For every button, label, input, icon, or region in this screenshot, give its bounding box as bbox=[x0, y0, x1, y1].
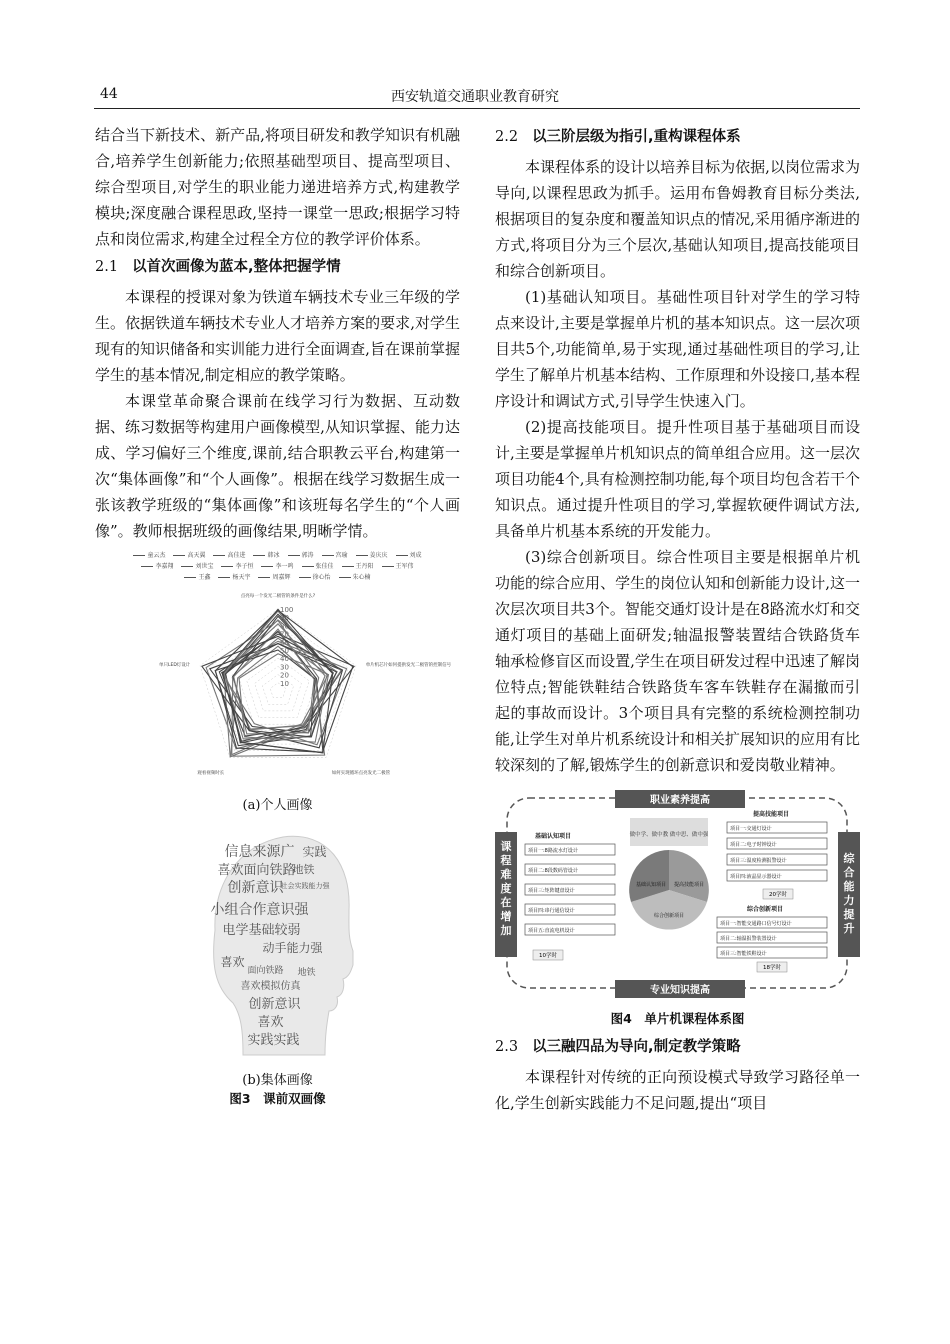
radar-tick-label: 80 bbox=[279, 622, 289, 631]
legend-entry: 周嘉辉 bbox=[258, 572, 290, 581]
legend-entry: 刘世宝 bbox=[181, 561, 213, 570]
cloud-word: 社会实践能力强 bbox=[280, 882, 330, 890]
basic-item-label: 项目一:8路流水灯设计 bbox=[528, 848, 578, 854]
right-side-text: 综合能力提升 bbox=[843, 852, 855, 935]
radar-tick-label: 10 bbox=[279, 679, 289, 688]
radar-tick-label: 20 bbox=[279, 671, 289, 680]
top-banner-text: 职业素养提高 bbox=[650, 795, 710, 806]
section-2-2-heading bbox=[495, 124, 860, 150]
legend-entry: 李嘉翔 bbox=[141, 561, 173, 570]
paragraph: (3)综合创新项目。综合性项目主要是根据单片机功能的综合应用、学生的岗位认知和创新能力设计,这一次层次项目共3个。智能交通灯设计是在8路流水灯和交通灯项目的基础上面研发;轴温报警装置结合铁路货车轴承检修盲区而设置,学生在项目研发过程中迅速了解岗位特点;智能铁鞋结合铁路货车客车铁鞋存在漏撤而引起的事故而设计。3个项目具有完整的系统检测控制功能,让学生对单片机系统设计和相关扩展知识的应用有比较深刻的了解,锻炼学生的创新意识和爱岗敬业精神。 bbox=[495, 548, 860, 774]
cloud-word: 信息来源广 bbox=[224, 844, 295, 860]
improve-hours: 20学时 bbox=[769, 892, 787, 898]
basic-item-label: 项目三:矩阵键盘设计 bbox=[528, 888, 575, 894]
radar-legend bbox=[128, 550, 428, 581]
paragraph: (2)提高技能项目。提升性项目基于基础项目而设计,主要是掌握单片机知识点的简单组合应用。这一层次项目功能4个,具有检测控制功能,每个项目均包含若干个知识点。通过提升性项目的学习,掌握软硬件调试方法,具备单片机基本系统的开发能力。 bbox=[495, 418, 860, 540]
legend-entry: 李子恒 bbox=[221, 561, 253, 570]
section-number: 2.1 bbox=[95, 259, 119, 275]
legend-entry: 朱心楠 bbox=[339, 572, 371, 581]
section-title: 以三阶层级为指引,重构课程体系 bbox=[532, 129, 741, 145]
pie-label-improve: 提高技能项目 bbox=[673, 882, 705, 888]
radar-tick-label: 50 bbox=[279, 647, 289, 655]
cloud-word: 电学基础较弱 bbox=[222, 923, 301, 938]
figure-4-caption: 图4 单片机课程体系图 bbox=[610, 1011, 745, 1026]
legend-entry: 高天翼 bbox=[173, 550, 205, 559]
left-column bbox=[95, 122, 460, 1108]
legend-entry: 王鑫 bbox=[184, 572, 210, 581]
cloud-word: 小组合作意识强 bbox=[210, 902, 309, 918]
basic-hours: 10学时 bbox=[539, 953, 557, 959]
figure-4 bbox=[495, 790, 860, 1028]
cloud-word: 喜欢模拟仿真 bbox=[240, 981, 301, 992]
radar-tick-label: 60 bbox=[279, 638, 289, 647]
legend-entry: 韩冰 bbox=[253, 550, 279, 559]
comp-item-label: 项目三:智能铁鞋设计 bbox=[720, 951, 767, 957]
section-number: 2.2 bbox=[495, 129, 519, 145]
legend-entry: 杨天宇 bbox=[218, 572, 250, 581]
paragraph: (1)基础认知项目。基础性项目针对学生的学习特点来设计,主要是掌握单片机的基本知识点。这一层次项目共5个,功能简单,易于实现,通过基础性项目的学习,让学生了解单片机基本结构、工作原理和外设接口,基本程序设计和调试方式,引导学生快速入门。 bbox=[495, 288, 860, 410]
radar-axis-label: 点亮每一个发光二极管的条件是什么? bbox=[240, 594, 315, 599]
figure-3 bbox=[95, 550, 460, 1108]
radar-axis-label: 如何实现循环点亮发光二极管 bbox=[331, 771, 390, 777]
legend-entry: 徐心怡 bbox=[299, 572, 331, 581]
basic-title: 基础认知项目 bbox=[535, 833, 572, 840]
header-rule bbox=[94, 108, 860, 109]
cloud-word: 喜欢 bbox=[220, 955, 245, 969]
paragraph: 本课程体系的设计以培养目标为依据,以岗位需求为导向,以课程思政为抓手。运用布鲁姆教育目标分类法,根据项目的复杂度和覆盖知识点的情况,采用循序渐进的方式,将项目分为三个层次,基础认知项目,提高技能项目和综合创新项目。 bbox=[495, 158, 860, 280]
comp-title: 综合创新项目 bbox=[747, 906, 784, 913]
left-side-text: 课程难度在增加 bbox=[500, 840, 512, 937]
cloud-word: 实践 bbox=[302, 845, 327, 859]
motto-text: 做中学、做中教 做中思、做中强 bbox=[629, 832, 709, 838]
cloud-word: 动手能力强 bbox=[262, 941, 323, 955]
legend-entry: 李一鸣 bbox=[261, 561, 293, 570]
comp-hours: 18学时 bbox=[763, 965, 781, 971]
paragraph: 本课程针对传统的正向预设模式导致学习路径单一化,学生创新实践能力不足问题,提出“项目 bbox=[495, 1068, 860, 1112]
improve-item-label: 项目四:液晶显示器设计 bbox=[730, 874, 782, 880]
bottom-banner-text: 专业知识提高 bbox=[650, 985, 710, 996]
legend-entry: 高佳进 bbox=[213, 550, 245, 559]
radar-axis-label: 单只LED灯设计 bbox=[158, 662, 190, 668]
cloud-word: 面向铁路 bbox=[247, 966, 284, 976]
radar-axis-label: 观看视频时长 bbox=[196, 771, 224, 777]
basic-item-label: 项目四:串行通信设计 bbox=[528, 908, 575, 914]
improve-item-label: 项目二:电子时钟设计 bbox=[730, 842, 777, 848]
legend-entry: 姜庆庆 bbox=[356, 550, 388, 559]
radar-axis-label: 单片机芯片如何提供发光二极管的控制信号 bbox=[365, 662, 451, 668]
cloud-word: 喜欢面向铁路 bbox=[217, 863, 296, 878]
legend-entry: 郭涛 bbox=[288, 550, 314, 559]
basic-item-label: 项目二:8段数码管设计 bbox=[528, 868, 578, 874]
cloud-word: 喜欢 bbox=[257, 1015, 284, 1030]
intro-paragraph: 结合当下新技术、新产品,将项目研发和教学知识有机融合,培养学生创新能力;依照基础型项目、提高型项目、综合型项目,对学生的职业能力递进培养方式,构建教学模块;深度融合课程思政,坚持一课堂一思政;根据学习特点和岗位需求,构建全过程全方位的教学评价体系。 bbox=[95, 126, 460, 248]
comp-item-label: 项目二:轴温报警装置设计 bbox=[720, 936, 777, 942]
cloud-word: 创新意识 bbox=[227, 880, 284, 896]
cloud-word: 地铁 bbox=[292, 863, 315, 876]
figure-3-caption: 图3 课前双画像 bbox=[229, 1091, 326, 1106]
section-title: 以三融四品为导向,制定教学策略 bbox=[532, 1039, 741, 1055]
cloud-word: 创新意识 bbox=[248, 997, 301, 1012]
cloud-word: 实践实践 bbox=[247, 1033, 300, 1048]
legend-entry: 刘成 bbox=[396, 550, 422, 559]
legend-entry: 王丹阳 bbox=[342, 561, 374, 570]
section-2-1-heading bbox=[95, 254, 460, 280]
comp-item-label: 项目一:智能交通路口信号灯设计 bbox=[720, 921, 792, 927]
radar-tick-label: 30 bbox=[279, 663, 289, 672]
cloud-word: 地铁 bbox=[297, 968, 316, 978]
course-system-diagram bbox=[495, 790, 860, 998]
right-column bbox=[495, 122, 860, 1116]
section-2-3-heading bbox=[495, 1034, 860, 1060]
word-cloud bbox=[203, 815, 353, 1070]
legend-entry: 王军伟 bbox=[382, 561, 414, 570]
journal-title: 西安轨道交通职业教育研究 bbox=[391, 89, 559, 105]
pie-label-basic: 基础认知项目 bbox=[635, 882, 667, 888]
legend-entry: 宫瑜 bbox=[322, 550, 348, 559]
radar-tick-label: 40 bbox=[279, 655, 289, 664]
basic-item-label: 项目五:直流电机设计 bbox=[528, 928, 575, 934]
improve-title: 提高技能项目 bbox=[753, 811, 790, 818]
section-title: 以首次画像为蓝本,整体把握学情 bbox=[132, 259, 341, 275]
radar-tick-label: 100 bbox=[279, 606, 293, 614]
radar-chart bbox=[128, 581, 451, 791]
legend-entry: 张佳佳 bbox=[302, 561, 334, 570]
page-number: 44 bbox=[100, 86, 118, 102]
subcaption-b: (b)集体画像 bbox=[242, 1073, 313, 1088]
improve-item-label: 项目一:交通灯设计 bbox=[730, 826, 772, 832]
pie-label-comp: 综合创新项目 bbox=[653, 913, 685, 919]
radar-tick-label: 90 bbox=[279, 614, 289, 623]
subcaption-a: (a)个人画像 bbox=[242, 798, 313, 813]
improve-item-label: 项目三:温度检测报警设计 bbox=[730, 858, 787, 864]
radar-tick-label: 70 bbox=[279, 630, 289, 639]
paragraph: 本课堂革命聚合课前在线学习行为数据、互动数据、练习数据等构建用户画像模型,从知识掌握、能力达成、学习偏好三个维度,课前,结合职教云平台,构建第一次“集体画像”和“个人画像”。根据在线学习数据生成一张该教学班级的“集体画像”和该班每名学生的“个人画像”。教师根据班级的画像结果,明晰学情。 bbox=[95, 392, 460, 540]
paragraph: 本课程的授课对象为铁道车辆技术专业三年级的学生。依据铁道车辆技术专业人才培养方案的要求,对学生现有的知识储备和实训能力进行全面调查,旨在课前掌握学生的基本情况,制定相应的教学策略。 bbox=[95, 288, 460, 384]
section-number: 2.3 bbox=[495, 1039, 519, 1055]
legend-entry: 童云杰 bbox=[133, 550, 165, 559]
pie-chart bbox=[629, 850, 709, 930]
